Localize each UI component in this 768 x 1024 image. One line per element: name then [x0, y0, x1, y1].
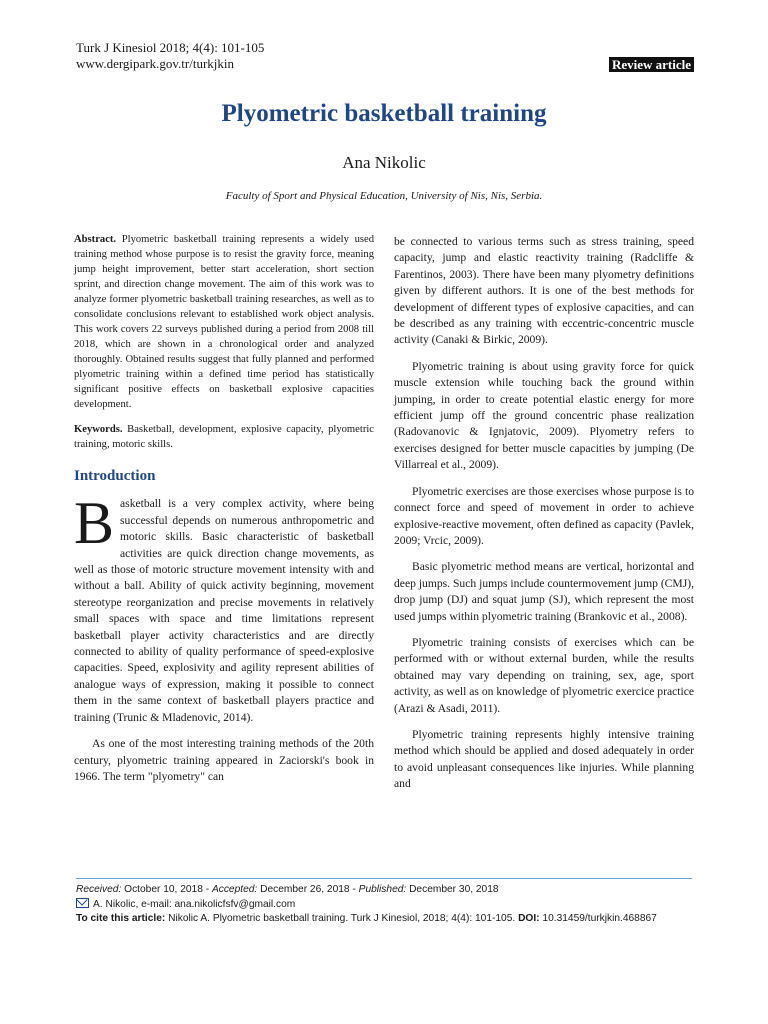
published-date: December 30, 2018: [409, 884, 499, 895]
doi-label: DOI:: [518, 913, 540, 924]
introduction-heading: Introduction: [74, 468, 156, 484]
received-label: Received:: [76, 884, 122, 895]
dates-line: [76, 883, 692, 898]
author-email[interactable]: A. Nikolic, e-mail: ana.nikolicfsfv@gmail.com: [93, 898, 296, 910]
right-paragraph-1: be connected to various terms such as stress training, speed capacity, jump and elastic reactivity training (Radcliffe & Farentinos, 2003). There have been many plyometry definitions given by different authors. It is one of the best methods for development of different types of explosive capacities, and can be described as any training with eccentric-concentric muscle activity (Canaki & Birkic, 2009).: [394, 235, 694, 347]
accepted-label: Accepted:: [211, 884, 258, 895]
author-affiliation: Faculty of Sport and Physical Education, University of Nis, Nis, Serbia.: [225, 190, 543, 202]
intro-paragraph-1: [74, 490, 374, 726]
abstract-label: Abstract.: [74, 234, 117, 245]
drop-cap: B: [74, 490, 115, 557]
cite-text: Nikolic A. Plyometric basketball training. Turk J Kinesiol, 2018; 4(4): 101-105.: [168, 913, 516, 924]
right-paragraph-6: Plyometric training represents highly intensive training method which should be applied and dosed adequately in order to avoid unpleasant consequences like injuries. While planning and: [394, 727, 694, 791]
keywords-label: Keywords.: [74, 424, 123, 435]
intro-paragraph-1-text: asketball is a very complex activity, where being successful depends on numerous anthropometric and motoric skills. Basic characteristic of basketball activities are quick direction change movements, as well as those of motoric structure movement intensity with and without a ball. Ability of quick activity beginning, movement stereotype reorganization and precise movements in relatively small spaces with space and time limitations represent basketball player activity characteristics and are directly connected to ability of quality performance of speed-explosive capacities. Speed, explosivity and agility represent abilities of analogue ways of expression, making it possible to connect them in the same context of basketball players practice and training (Trunic & Mladenovic, 2014).: [74, 497, 374, 724]
published-label: Published:: [358, 884, 407, 895]
journal-website-link[interactable]: www.dergipark.gov.tr/turkjkin: [76, 56, 235, 71]
article-title: Plyometric basketball training: [221, 100, 547, 127]
abstract: [74, 232, 374, 412]
right-paragraph-3: Plyometric exercises are those exercises whose purpose is to connect force and speed of movement in order to achieve explosive-reactive movement, often defined as capacity (Pavlek, 2009; Vrcic, 2009).: [394, 484, 694, 547]
article-footer: [76, 878, 692, 927]
doi-link[interactable]: 10.31459/turkjkin.468867: [542, 913, 657, 924]
journal-citation-line: Turk J Kinesiol 2018; 4(4): 101-105: [76, 40, 265, 55]
intro-paragraph-2: As one of the most interesting training methods of the 20th century, plyometric training appeared in Zaciorski's book in 1966. The term "plyometry" can: [74, 737, 374, 783]
left-column: [74, 232, 374, 795]
date-separator: -: [202, 884, 212, 895]
keywords: [74, 422, 374, 452]
article-type-badge: Review article: [609, 57, 694, 72]
citation-line: [76, 912, 692, 927]
date-separator: -: [349, 884, 359, 895]
received-date: October 10, 2018: [124, 884, 203, 895]
email-line: [76, 898, 692, 913]
envelope-icon: [76, 898, 89, 908]
author-name: Ana Nikolic: [342, 153, 426, 172]
keywords-text: Basketball, development, explosive capacity, plyometric training, motoric skills.: [74, 424, 374, 450]
right-paragraph-5: Plyometric training consists of exercises which can be performed with or without external burden, while the results obtained may vary depending on training, sex, age, sport activity, as well as on knowledge of plyometric exercice practice (Arazi & Asadi, 2011).: [394, 635, 694, 715]
right-paragraph-2: Plyometric training is about using gravity force for quick muscle extension while touching back the ground within jumping, in order to create potential elastic energy for more efficient jump off the ground concentric phase realization (Radovanovic & Ignjatovic, 2009). Plyometry refers to exercises designed for better muscle capacities by jumping (De Villarreal et al., 2009).: [394, 359, 694, 472]
accepted-date: December 26, 2018: [260, 884, 350, 895]
right-column: [394, 234, 694, 803]
journal-header: [76, 40, 264, 72]
abstract-text: Plyometric basketball training represents a widely used training method whose purpose is to resist the gravity force, meaning jump height improvement, better start acceleration, short section sprint, and direction change movement. The aim of this work was to analyze former plyometric basketball training researches, as well as to consolidate conclusions relevant to established work object analysis. This work covers 22 surveys published during a period from 2008 till 2018, which are shown in a chronological order and analyzed thoroughly. Obtained results suggest that fully planned and performed plyometric training within a defined time period has statistically significant positive effects on basketball explosive capacities development.: [74, 234, 374, 410]
right-paragraph-4: Basic plyometric method means are vertical, horizontal and deep jumps. Such jumps include countermovement jump (CMJ), drop jump (DJ) and squat jump (SJ), which represent the most used jumps within plyometric training (Brankovic et al., 2008).: [394, 560, 694, 623]
cite-label: To cite this article:: [76, 913, 166, 924]
